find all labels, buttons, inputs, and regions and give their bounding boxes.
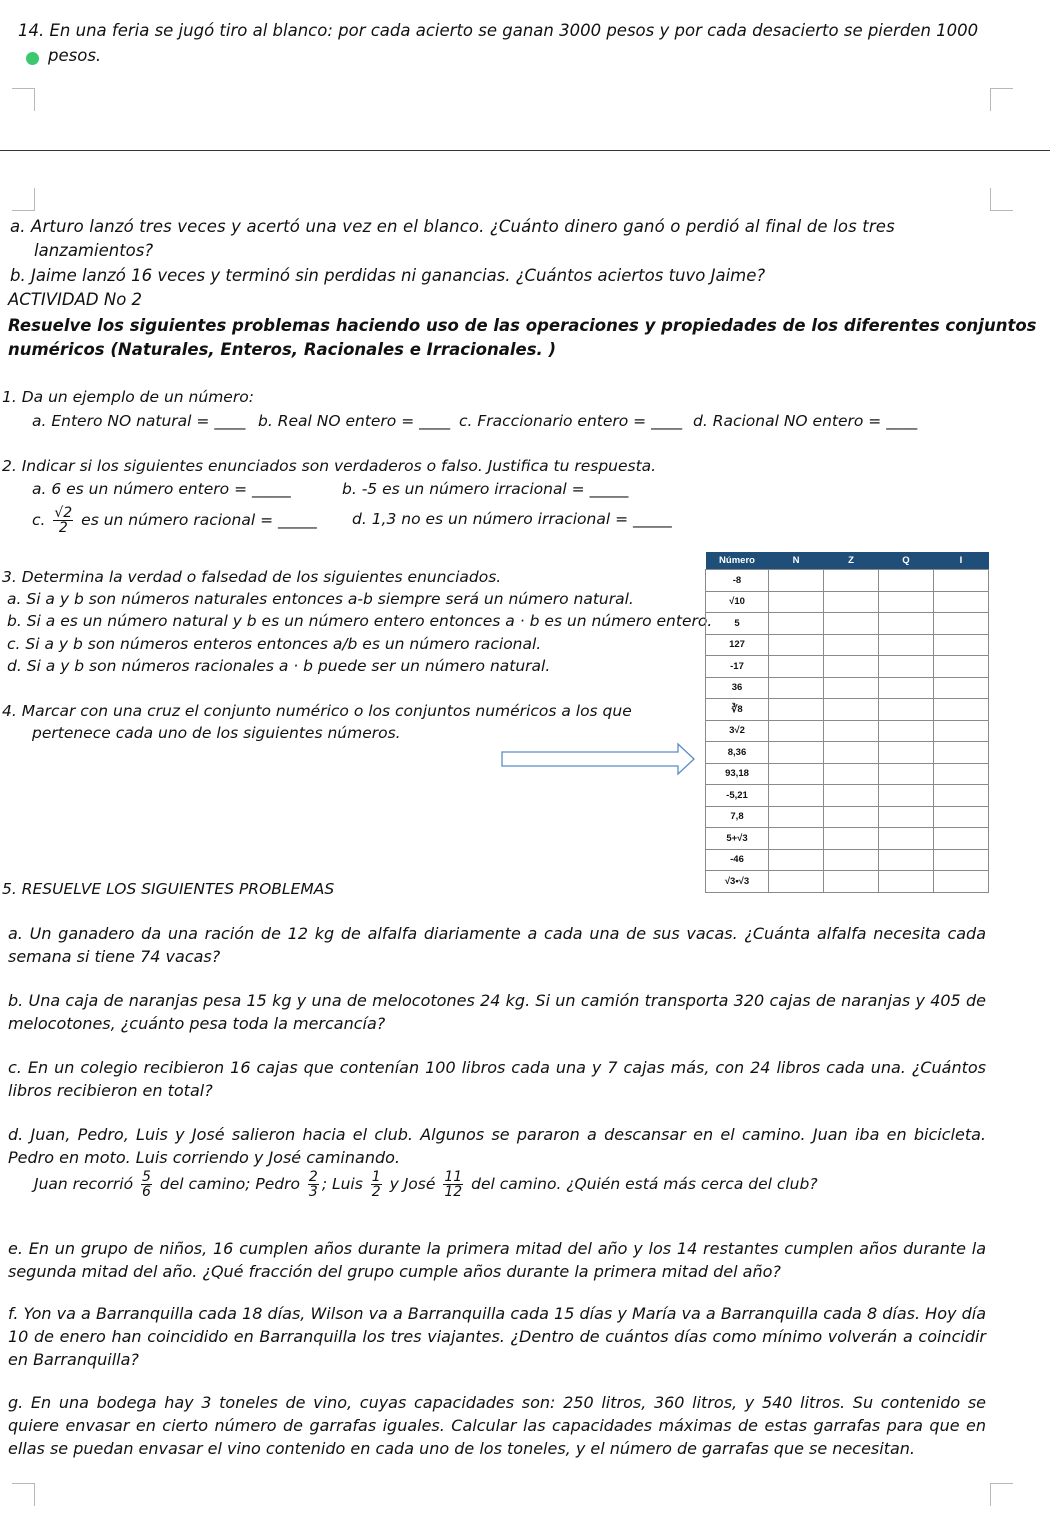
q14-line2: pesos. [48, 46, 102, 65]
table-row [706, 677, 989, 699]
p3-a: a. Si a y b son números naturales entonces a-b siempre será un número natural. [7, 590, 634, 608]
table-mark-cell[interactable] [824, 742, 879, 764]
table-mark-cell[interactable] [769, 849, 824, 871]
p2-title: 2. Indicar si los siguientes enunciados son verdaderos o falso. Justifica tu respuesta. [2, 457, 657, 475]
table-mark-cell[interactable] [824, 849, 879, 871]
comment-dot-icon[interactable] [26, 52, 39, 65]
table-row [706, 785, 989, 807]
table-mark-cell[interactable] [934, 591, 989, 613]
table-row [706, 828, 989, 850]
fraction-numerator: 1 [371, 1169, 381, 1185]
d2-pedro: del camino; Pedro [159, 1175, 300, 1193]
p5-c: c. En un colegio recibieron 16 cajas que contenían 100 libros cada una y 7 cajas más, con 24 libros cada una. ¿Cuántos libros recibieron en total? [8, 1058, 986, 1100]
number-sets-table [705, 552, 989, 893]
table-row [706, 763, 989, 785]
table-number-cell: -17 [706, 656, 769, 678]
table-row [706, 613, 989, 635]
table-mark-cell[interactable] [934, 849, 989, 871]
q14-a-line1: a. Arturo lanzó tres veces y acertó una vez en el blanco. ¿Cuánto dinero ganó o perdió al final de los tres [10, 217, 895, 236]
table-header-z: Z [824, 552, 879, 570]
fraction-denominator: 2 [371, 1184, 381, 1200]
table-row [706, 806, 989, 828]
table-mark-cell[interactable] [879, 677, 934, 699]
table-number-cell: -8 [706, 570, 769, 592]
table-mark-cell[interactable] [824, 871, 879, 893]
p5-d-fractions [34, 1170, 818, 1199]
corner-mark [12, 1483, 35, 1506]
table-mark-cell[interactable] [769, 634, 824, 656]
d2-juan: Juan recorrió [34, 1175, 134, 1193]
d2-end: del camino. ¿Quién está más cerca del club? [471, 1175, 818, 1193]
table-mark-cell[interactable] [934, 570, 989, 592]
d2-jose: y José [389, 1175, 436, 1193]
table-mark-cell[interactable] [879, 785, 934, 807]
table-mark-cell[interactable] [769, 699, 824, 721]
table-mark-cell[interactable] [879, 656, 934, 678]
p2-c-text: es un número racional = _____ [81, 511, 317, 529]
fraction-denominator: 3 [308, 1184, 318, 1200]
p5-g: g. En una bodega hay 3 toneles de vino, cuyas capacidades son: 250 litros, 360 litros, y 540 litros. Su contenido se quiere envasar en cierto número de garrafas iguales. Calcular las capacidades máximas de estas garrafas para que en ellas se puedan envasar el vino contenido en cada uno de los toneles, y el número de garrafas que se necesitan. [8, 1393, 986, 1458]
q14-line1: 14. En una feria se jugó tiro al blanco: por cada acierto se ganan 3000 pesos y por cada desacierto se pierden 1000 [18, 21, 979, 40]
table-number-cell: 93,18 [706, 763, 769, 785]
table-mark-cell[interactable] [879, 828, 934, 850]
p2-b: b. -5 es un número irracional = _____ [342, 480, 629, 498]
page-separator [0, 150, 1050, 151]
fraction-denominator: 12 [444, 1184, 463, 1200]
table-mark-cell[interactable] [769, 742, 824, 764]
activity-instructions-1: Resuelve los siguientes problemas haciendo uso de las operaciones y propiedades de los diferentes conjuntos [8, 316, 1037, 335]
fraction-denominator: 6 [142, 1184, 151, 1200]
table-row [706, 634, 989, 656]
fraction-numerator: 5 [142, 1169, 151, 1185]
table-mark-cell[interactable] [769, 763, 824, 785]
table-row [706, 570, 989, 592]
fraction-numerator: 11 [444, 1169, 463, 1185]
corner-mark [12, 188, 35, 211]
table-header-q: Q [879, 552, 934, 570]
table-mark-cell[interactable] [879, 763, 934, 785]
table-mark-cell[interactable] [879, 871, 934, 893]
fraction [443, 1170, 463, 1199]
table-row [706, 871, 989, 893]
corner-mark [12, 88, 35, 111]
table-number-cell: √10 [706, 591, 769, 613]
fraction [53, 506, 73, 535]
p3-d: d. Si a y b son números racionales a · b puede ser un número natural. [7, 657, 551, 675]
table-mark-cell[interactable] [879, 742, 934, 764]
table-mark-cell[interactable] [769, 806, 824, 828]
table-mark-cell[interactable] [769, 720, 824, 742]
table-row [706, 591, 989, 613]
table-row [706, 656, 989, 678]
table-row [706, 720, 989, 742]
p5-e: e. En un grupo de niños, 16 cumplen años durante la primera mitad del año y los 14 restantes cumplen años durante la segunda mitad del año. ¿Qué fracción del grupo cumple años durante la primera mitad del año? [8, 1239, 986, 1281]
table-number-cell: -5,21 [706, 785, 769, 807]
p5-a: a. Un ganadero da una ración de 12 kg de alfalfa diariamente a cada una de sus vacas. ¿Cuánta alfalfa necesita cada semana si tiene 74 vacas? [8, 924, 986, 966]
p4-line2: pertenece cada uno de los siguientes números. [32, 724, 401, 742]
corner-mark [990, 188, 1013, 211]
activity-title: ACTIVIDAD No 2 [8, 290, 143, 309]
p5-b: b. Una caja de naranjas pesa 15 kg y una de melocotones 24 kg. Si un camión transporta 320 cajas de naranjas y 405 de melocotones, ¿cuánto pesa toda la mercancía? [8, 991, 986, 1033]
table-mark-cell[interactable] [879, 613, 934, 635]
table-mark-cell[interactable] [769, 828, 824, 850]
fraction [308, 1170, 319, 1199]
p5-d: d. Juan, Pedro, Luis y José salieron hacia el club. Algunos se pararon a descansar en el camino. Juan iba en bicicleta. Pedro en moto. Luis corriendo y José caminando. [8, 1125, 986, 1167]
table-mark-cell[interactable] [934, 677, 989, 699]
table-row [706, 699, 989, 721]
table-mark-cell[interactable] [934, 699, 989, 721]
table-mark-cell[interactable] [934, 806, 989, 828]
table-mark-cell[interactable] [824, 785, 879, 807]
table-header-n: N [769, 552, 824, 570]
table-mark-cell[interactable] [934, 656, 989, 678]
table-mark-cell[interactable] [824, 677, 879, 699]
p5-title: 5. RESUELVE LOS SIGUIENTES PROBLEMAS [2, 880, 335, 898]
p2-d: d. 1,3 no es un número irracional = _____ [352, 510, 672, 528]
fraction-denominator: 2 [58, 520, 68, 536]
activity-instructions-2: numéricos (Naturales, Enteros, Racionales e Irracionales. ) [8, 340, 557, 359]
corner-mark [990, 1483, 1013, 1506]
fraction [371, 1170, 382, 1199]
table-number-cell: 3√2 [706, 720, 769, 742]
table-mark-cell[interactable] [824, 720, 879, 742]
p4-line1: 4. Marcar con una cruz el conjunto numérico o los conjuntos numéricos a los que [2, 702, 632, 720]
table-mark-cell[interactable] [824, 634, 879, 656]
table-mark-cell[interactable] [934, 785, 989, 807]
p1-d: d. Racional NO entero = ____ [693, 412, 918, 430]
table-mark-cell[interactable] [934, 828, 989, 850]
p2-c-prefix: c. [32, 511, 46, 529]
table-mark-cell[interactable] [824, 613, 879, 635]
table-row [706, 849, 989, 871]
table-number-cell: 8,36 [706, 742, 769, 764]
p1-title: 1. Da un ejemplo de un número: [2, 388, 254, 406]
table-mark-cell[interactable] [824, 828, 879, 850]
fraction-numerator: 2 [308, 1169, 318, 1185]
table-mark-cell[interactable] [934, 763, 989, 785]
fraction [141, 1170, 152, 1199]
table-mark-cell[interactable] [934, 742, 989, 764]
q14-a-line2: lanzamientos? [34, 241, 154, 260]
table-mark-cell[interactable] [824, 699, 879, 721]
table-mark-cell[interactable] [934, 613, 989, 635]
p1-a: a. Entero NO natural = ____ [32, 412, 246, 430]
table-mark-cell[interactable] [824, 656, 879, 678]
table-mark-cell[interactable] [879, 634, 934, 656]
table-row [706, 742, 989, 764]
table-number-cell: 5 [706, 613, 769, 635]
table-header-i: I [934, 552, 989, 570]
corner-mark [990, 88, 1013, 111]
table-mark-cell[interactable] [879, 806, 934, 828]
p2-a: a. 6 es un número entero = _____ [32, 480, 291, 498]
q14-b: b. Jaime lanzó 16 veces y terminó sin perdidas ni ganancias. ¿Cuántos aciertos tuvo Jaime? [10, 266, 766, 285]
fraction-numerator: √2 [54, 505, 73, 521]
table-number-cell: ∛8 [706, 699, 769, 721]
table-mark-cell[interactable] [824, 570, 879, 592]
table-mark-cell[interactable] [934, 720, 989, 742]
table-mark-cell[interactable] [769, 613, 824, 635]
table-number-cell: 36 [706, 677, 769, 699]
table-mark-cell[interactable] [879, 570, 934, 592]
right-arrow-icon [500, 742, 696, 776]
p5-f: f. Yon va a Barranquilla cada 18 días, Wilson va a Barranquilla cada 15 días y María va a Barranquilla cada 8 días. Hoy día 10 de enero han coincidido en Barranquilla los tres viajantes. ¿Dentro de cuántos días como mínimo volverán a coincidir en Barranquilla? [8, 1304, 986, 1369]
table-mark-cell[interactable] [769, 677, 824, 699]
table-mark-cell[interactable] [769, 871, 824, 893]
p3-title: 3. Determina la verdad o falsedad de los siguientes enunciados. [2, 568, 502, 586]
d2-luis: ; Luis [321, 1175, 363, 1193]
table-mark-cell[interactable] [879, 720, 934, 742]
table-mark-cell[interactable] [769, 785, 824, 807]
table-number-cell: 5+√3 [706, 828, 769, 850]
table-mark-cell[interactable] [824, 591, 879, 613]
p1-c: c. Fraccionario entero = ____ [459, 412, 683, 430]
table-mark-cell[interactable] [879, 699, 934, 721]
table-number-cell: 7,8 [706, 806, 769, 828]
table-header-number: Número [706, 552, 769, 570]
table-mark-cell[interactable] [934, 871, 989, 893]
table-mark-cell[interactable] [769, 591, 824, 613]
p3-c: c. Si a y b son números enteros entonces a/b es un número racional. [7, 635, 542, 653]
table-mark-cell[interactable] [879, 591, 934, 613]
table-number-cell: 127 [706, 634, 769, 656]
table-mark-cell[interactable] [879, 849, 934, 871]
p2-c [32, 506, 317, 535]
p1-b: b. Real NO entero = ____ [258, 412, 451, 430]
table-mark-cell[interactable] [769, 656, 824, 678]
table-mark-cell[interactable] [934, 634, 989, 656]
table-number-cell: -46 [706, 849, 769, 871]
table-number-cell: √3•√3 [706, 871, 769, 893]
table-mark-cell[interactable] [824, 763, 879, 785]
p3-b: b. Si a es un número natural y b es un número entero entonces a · b es un número entero. [7, 612, 713, 630]
table-mark-cell[interactable] [824, 806, 879, 828]
table-mark-cell[interactable] [769, 570, 824, 592]
